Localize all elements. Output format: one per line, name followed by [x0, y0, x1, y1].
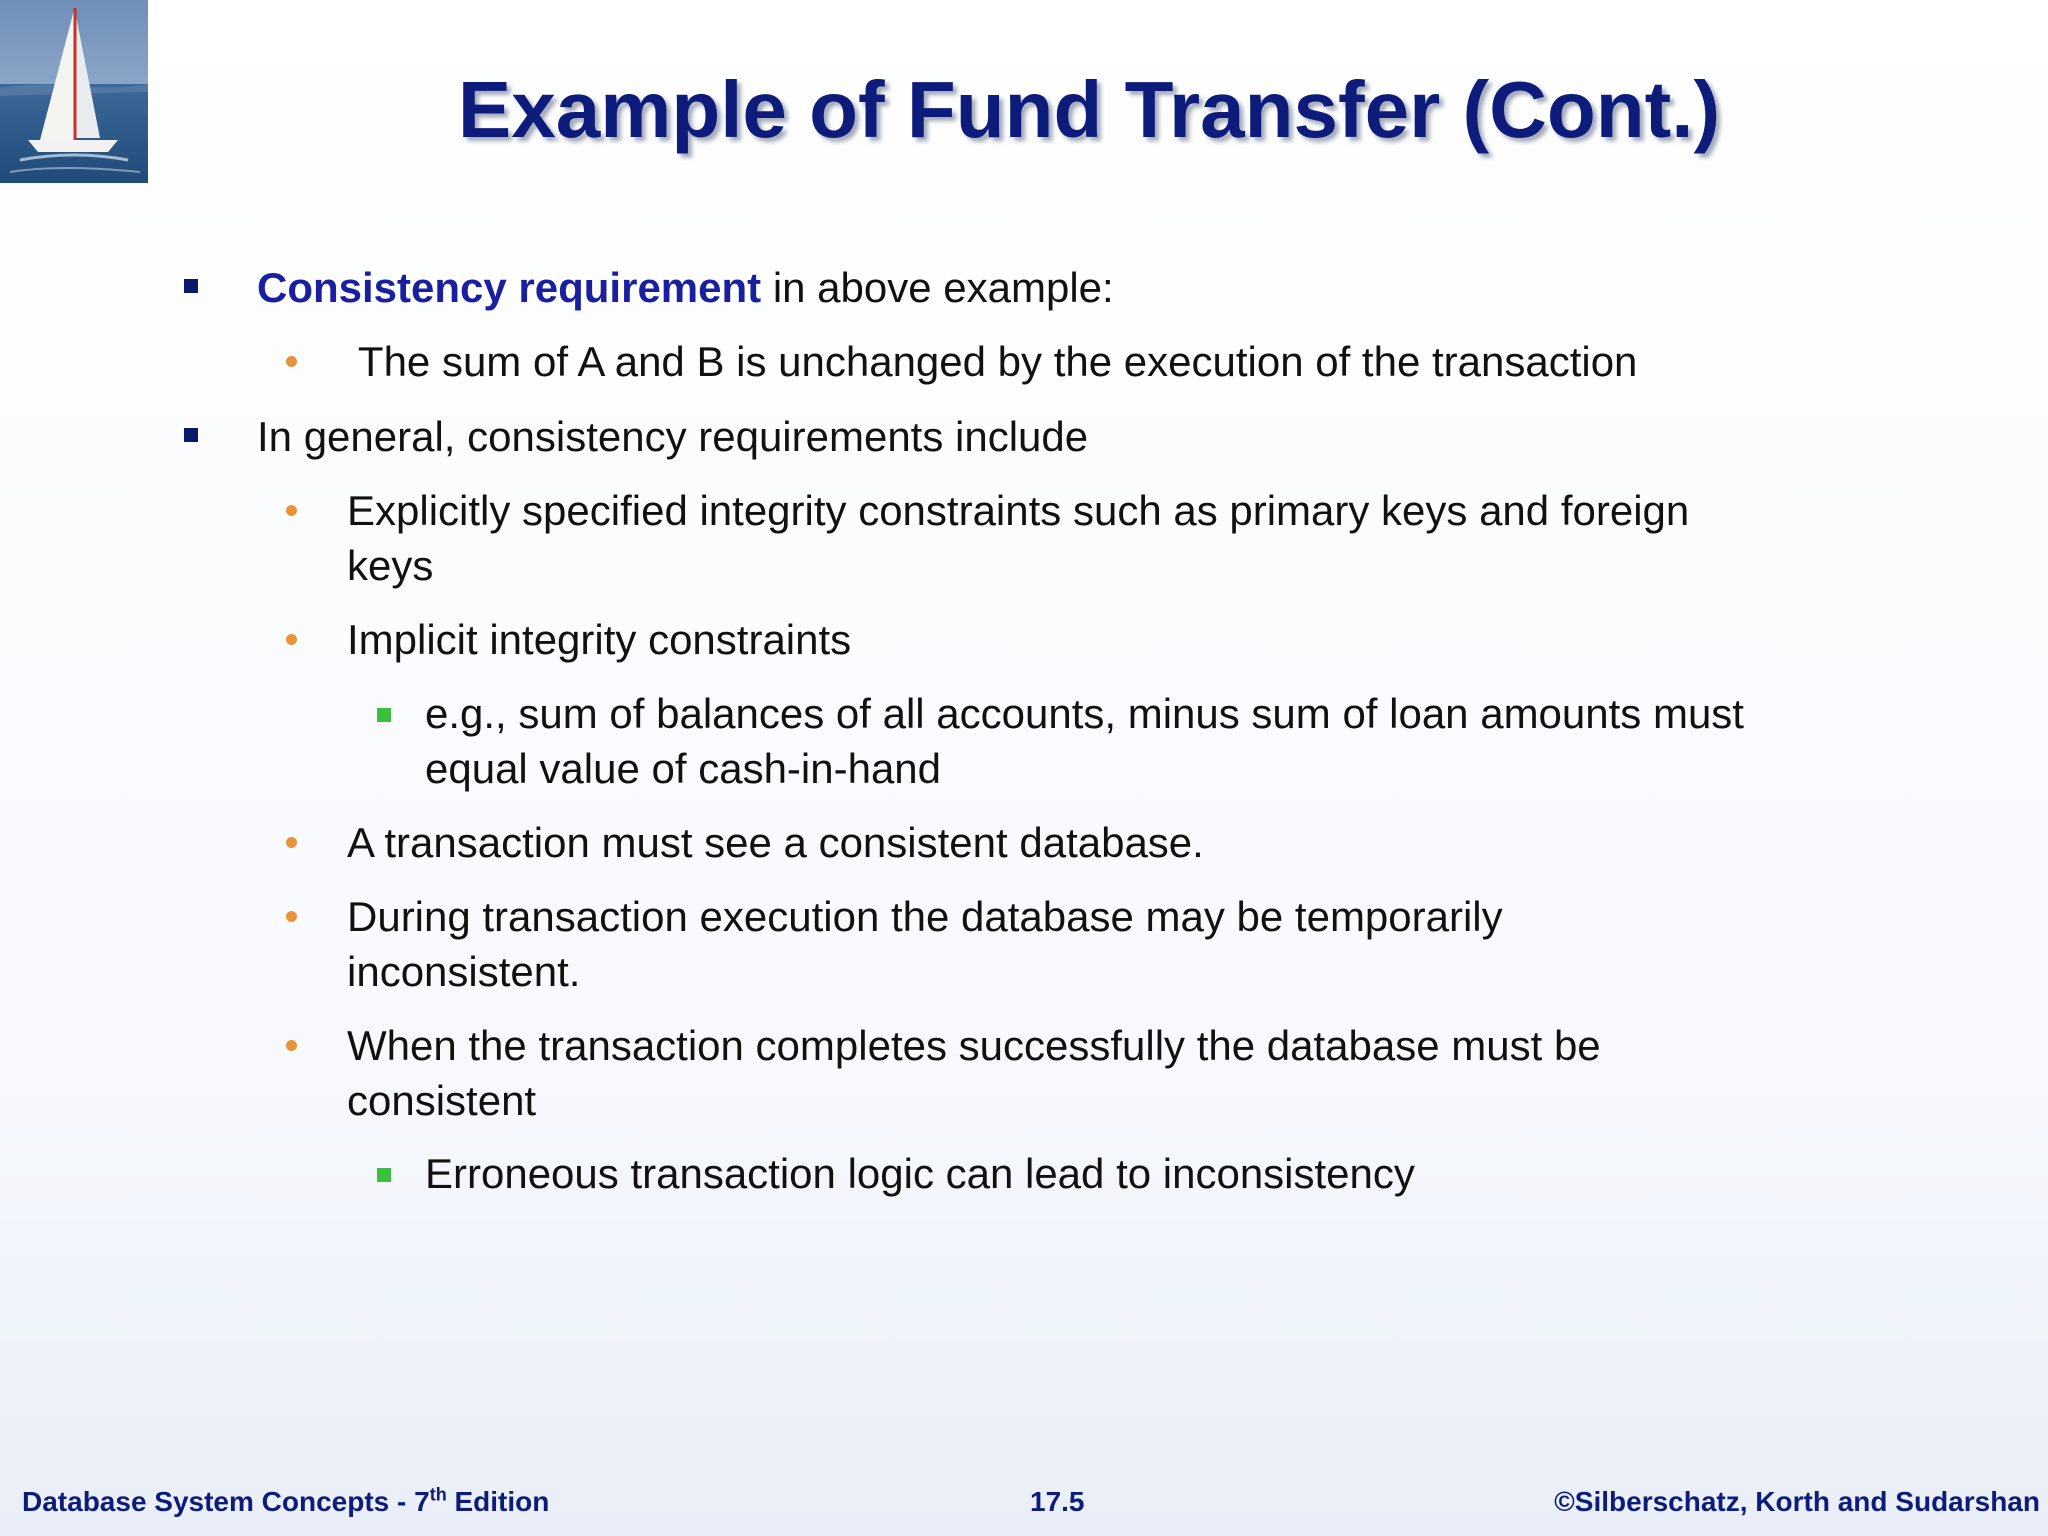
dot-bullet-icon [286, 1040, 297, 1051]
bullet-line: keys [347, 542, 434, 589]
dot-bullet-icon [286, 634, 297, 645]
square-bullet-icon [184, 279, 198, 293]
emphasis-text: Consistency requirement [257, 264, 762, 311]
slide-number: 17.5 [1030, 1486, 1085, 1517]
bullet-line: During transaction execution the database may be temporarily [347, 893, 1503, 940]
bullet-temporarily-inconsistent [347, 889, 1503, 999]
dot-bullet-icon [286, 911, 297, 922]
bullet-sum-unchanged: The sum of A and B is unchanged by the execution of the transaction [347, 338, 1638, 385]
dot-bullet-icon [286, 505, 297, 516]
bullet-eg-balances [425, 686, 1744, 796]
footer-book: Database System Concepts - 7 [22, 1486, 430, 1517]
bullet-explicit-constraints [347, 483, 1689, 593]
bullet-line: e.g., sum of balances of all accounts, minus sum of loan amounts must [425, 690, 1744, 737]
bullet-consistency-requirement [257, 260, 1114, 315]
bullet-line: Explicitly specified integrity constraints such as primary keys and foreign [347, 487, 1690, 534]
bullet-erroneous-logic: Erroneous transaction logic can lead to inconsistency [425, 1150, 1415, 1197]
bullet-implicit-constraints: Implicit integrity constraints [347, 616, 852, 663]
bullet-line: consistent [347, 1077, 537, 1124]
slide-title: Example of Fund Transfer (Cont.) [457, 65, 1721, 154]
green-square-bullet-icon [377, 708, 391, 722]
footer-edition-word: Edition [446, 1486, 550, 1517]
bullet-completes-successfully [347, 1018, 1601, 1128]
footer-edition-sup: th [429, 1484, 447, 1505]
dot-bullet-icon [286, 837, 297, 848]
footer-book-title [22, 1486, 549, 1518]
square-bullet-icon [184, 428, 198, 442]
dot-bullet-icon [286, 356, 297, 367]
bullet-line: When the transaction completes successfully the database must be [347, 1022, 1601, 1069]
bullet-line: equal value of cash-in-hand [425, 745, 942, 792]
footer-copyright: ©Silberschatz, Korth and Sudarshan [1554, 1486, 2040, 1517]
green-square-bullet-icon [377, 1168, 391, 1182]
slide-footer [0, 1476, 2048, 1536]
bullet-line: inconsistent. [347, 948, 581, 995]
bullet-text: in above example: [761, 264, 1114, 311]
bullet-consistent-database: A transaction must see a consistent database. [347, 819, 1204, 866]
bullet-in-general: In general, consistency requirements include [257, 413, 1089, 460]
